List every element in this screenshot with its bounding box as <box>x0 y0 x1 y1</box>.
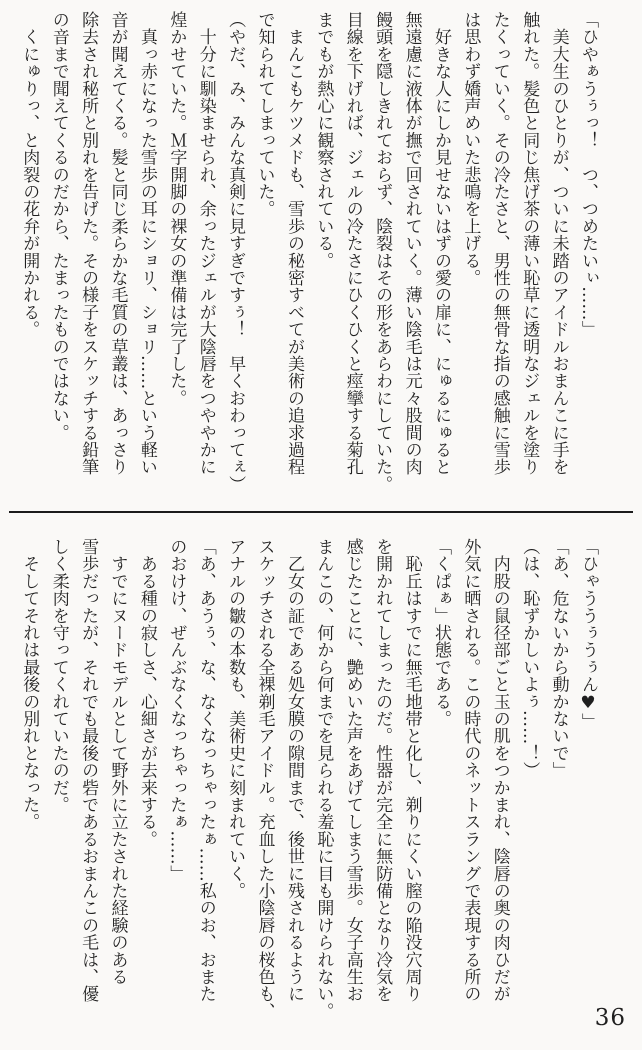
text-line: で知られてしまっていた。 <box>254 11 275 218</box>
text-line: 目線を下げれば、ジェルの冷たさにひくひくと痙攣する菊孔 <box>342 11 363 476</box>
bottom-text-section <box>14 538 602 1028</box>
text-line: （やだ、み、みんな真剣に見すぎですぅ！ 早くおわってぇ） <box>225 11 246 493</box>
section-divider-rule <box>9 511 633 513</box>
text-line: 好きな人にしか見せないはずの愛の扉に、にゅるにゅると <box>430 11 451 476</box>
text-line: までもが熱心に観察されている。 <box>313 11 334 269</box>
text-line: のおけけ、ぜんぶなくなっちゃったぁ……」 <box>166 538 187 882</box>
text-line: くにゅりっ、と肉裂の花弁が開かれる。 <box>19 11 40 338</box>
text-line: 「くぱぁ」状態である。 <box>430 538 451 728</box>
text-line: を開かれてしまったのだ。性器が完全に無防備となり冷気を <box>372 538 393 1003</box>
text-line: 乙女の証である処女膜の隙間まで、後世に残されるように <box>283 538 304 1003</box>
text-line: スケッチされる全裸剃毛アイドル。充血した小陰唇の桜色も、 <box>254 538 275 1020</box>
text-line: そしてそれは最後の別れとなった。 <box>19 538 40 831</box>
text-line: は思わず嬌声めいた悲鳴を上げる。 <box>460 11 481 287</box>
text-line: の音まで聞えてくるのだから、たまったものではない。 <box>48 11 69 441</box>
text-line: まんこもケツメドも、雪歩の秘密すべてが美術の追求過程 <box>283 11 304 476</box>
text-line: 「ひゃううぅうぅん♥」 <box>578 538 598 731</box>
text-line: 「ひやぁうぅっ！ つ、つめたいぃ……」 <box>578 11 598 338</box>
text-line: しく柔肉を守ってくれていたのだ。 <box>48 538 69 814</box>
text-line: 雪歩だったが、それでも最後の砦であるおまんこの毛は、優 <box>78 538 99 1003</box>
text-line: 恥丘はすでに無毛地帯と化し、剃りにくい膣の陥没穴周り <box>401 538 422 1003</box>
text-line: 内股の鼠径部ごと玉の肌をつかまれ、陰唇の奥の肉ひだが <box>489 538 510 1003</box>
text-line: 無遠慮に液体が撫で回されていく。薄い陰毛は元々股間の肉 <box>401 11 422 476</box>
page-number: 36 <box>594 1005 626 1031</box>
text-line: （は、恥ずかしいよぅ……！） <box>519 538 540 779</box>
top-text-section <box>14 11 602 507</box>
text-line: 外気に晒される。この時代のネットスラングで表現する所の <box>460 538 481 1003</box>
text-line: 音が聞えてくる。髪と同じ柔らかな毛質の草叢は、あっさり <box>107 11 128 476</box>
text-line: 除去され秘所と別れを告げた。その様子をスケッチする鉛筆 <box>78 11 99 476</box>
text-line: 煌かせていた。Ｍ字開脚の裸女の準備は完了した。 <box>166 11 187 407</box>
text-line: たくっていく。その冷たさと、男性の無骨な指の感触に雪歩 <box>489 11 510 476</box>
text-line: 「あ、あうぅ、な、なくなっちゃったぁ……私のお、おまた <box>195 538 216 1003</box>
text-line: 十分に馴染ませられ、余ったジェルが大陰唇をつややかに <box>195 11 216 476</box>
text-line: すでにヌードモデルとして野外に立たされた経験のある <box>107 538 128 986</box>
text-line: 触れた。髪色と同じ焦げ茶の薄い恥草に透明なジェルを塗り <box>519 11 540 476</box>
text-line: ある種の寂しさ、心細さが去来する。 <box>136 538 157 848</box>
text-line: まんこの、何から何までを見られる羞恥に目も開けられない。 <box>313 538 334 1020</box>
text-line: 感じたことに、艶めいた声をあげてしまう雪歩。女子高生お <box>342 538 363 1003</box>
text-line: アナルの皺の本数も、美術史に刻まれていく。 <box>225 538 246 900</box>
text-line: 真っ赤になった雪歩の耳にショリ、ショリ……という軽い <box>136 11 157 476</box>
text-line: 饅頭を隠しきれておらず、陰裂はその形をあらわにしていた。 <box>372 11 393 493</box>
text-line: 「あ、危ないから動かないで」 <box>548 538 569 779</box>
text-line: 美大生のひとりが、ついに未踏のアイドルおまんこに手を <box>548 11 569 476</box>
